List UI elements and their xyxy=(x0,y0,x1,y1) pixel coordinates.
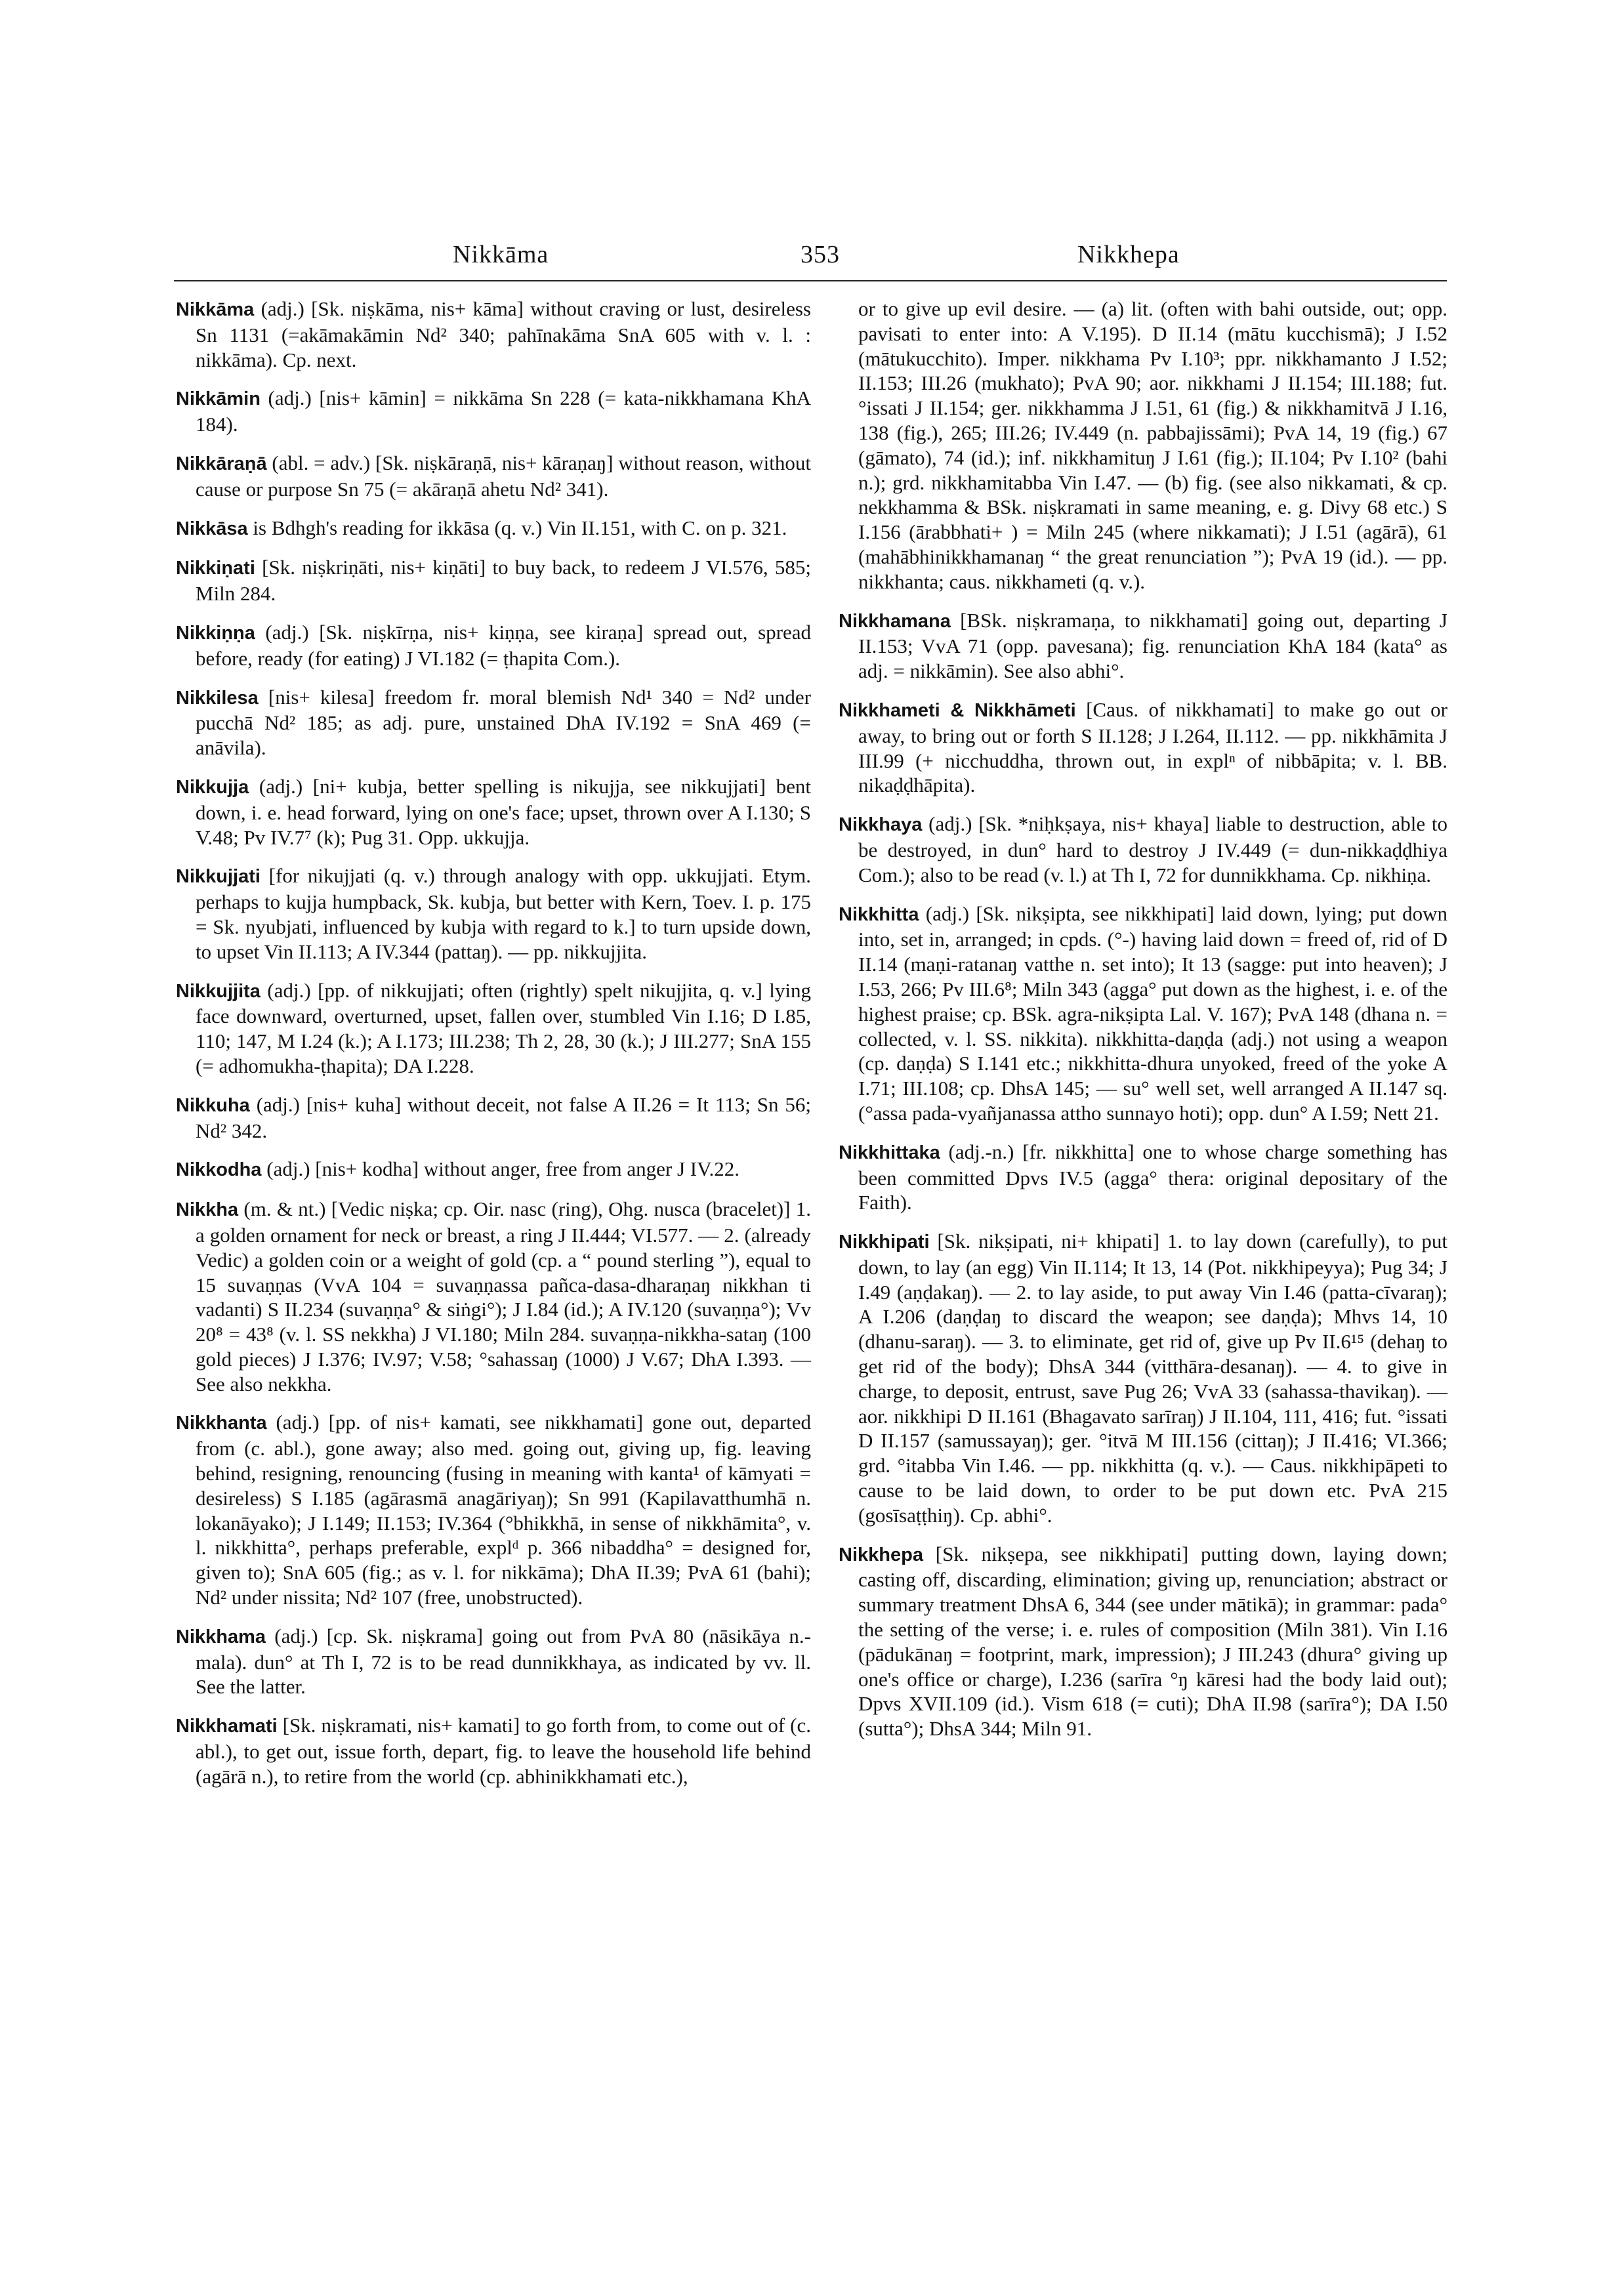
dictionary-entry xyxy=(839,812,1447,887)
left-column xyxy=(176,297,811,1803)
entry-definition: (adj.-n.) [fr. nikkhitta] one to whose charge something has been committed Dpvs IV.5 (agga° thera: original depositary of the Faith). xyxy=(858,1140,1447,1214)
dictionary-entry xyxy=(176,451,811,502)
entry-headword: Nikkodha xyxy=(176,1159,262,1181)
entry-definition: (m. & nt.) [Vedic niṣka; cp. Oir. nasc (ring), Ohg. nusca (bracelet)] 1. a golden ornament for neck or breast, a ring J II.444; VI.577. — 2. (already Vedic) a golden coin or a weight of gold (cp. a “ pound sterling ”), equal to 15 suvaṇṇas (VvA 104 = suvaṇṇassa pañca-dasa-dharaṇaŋ nikkhan ti vadanti) S II.234 (suvaṇṇa° & siṅgi°); J I.84 (id.); A IV.120 (suvaṇṇa°); Vv 20⁸ = 43⁸ (v. l. SS nekkha) J VI.180; Miln 284. suvaṇṇa-nikkha-sataŋ (100 gold pieces) J I.376; IV.97; V.58; °sahassaŋ (1000) J V.67; DhA I.393. — See also nekkha. xyxy=(196,1197,811,1396)
entry-headword: Nikkuha xyxy=(176,1094,250,1116)
entry-definition: (adj.) [nis+ kuha] without deceit, not false A II.26 = It 113; Sn 56; Nd² 342. xyxy=(196,1092,811,1142)
entry-headword: Nikkujja xyxy=(176,776,249,798)
dictionary-entry xyxy=(176,978,811,1079)
header-rule xyxy=(174,280,1447,281)
entry-definition: (adj.) [cp. Sk. niṣkrama] going out from PvA 80 (nāsikāya n.-mala). dun° at Th I, 72 is to be read dunnikkhaya, as indicated by vv. ll. See the latter. xyxy=(196,1624,811,1699)
entry-definition: [BSk. niṣkramaṇa, to nikkhamati] going out, departing J II.153; VvA 71 (opp. pavesana); fig. renunciation KhA 184 (kata° as adj. = nikkāmin). See also abhi°. xyxy=(858,608,1447,683)
entry-headword: Nikkhameti & Nikkhāmeti xyxy=(839,699,1076,721)
dictionary-entry xyxy=(176,1410,811,1609)
continued-entry: or to give up evil desire. — (a) lit. (often with bahi outside, out; opp. pavisati to enter into: A V.195). D II.14 (mātu kucchismā); J I.52 (mātukucchito). Imper. nikkhama Pv I.10³; ppr. nikkhamanto J I.52; II.153; III.26 (mukhato); PvA 90; aor. nikkhami J II.154; III.188; fut. °issati J II.154; ger. nikkhamma J I.51, 61 (fig.) & nikkhamitvā J I.16, 138 (fig.), 265; III.26; IV.449 (n. pabbajissāmi); PvA 14, 19 (fig.) 67 (gāmato), 74 (id.); inf. nikkhamituŋ J I.61 (fig.); II.104; Pv I.10² (bahi n.); grd. nikkhamitabba Vin I.47. — (b) fig. (see also nikkamati, & cp. nekkhamma & BSk. niṣkramati in same meaning, e. g. Divy 68 etc.) S I.156 (ārabbhati+ ) = Miln 245 (where nikkamati); J I.51 (agārā), 61 (mahābhinikkhamanaŋ “ the great renunciation ”); PvA 19 (id.). — pp. nikkhanta; caus. nikkhameti (q. v.). xyxy=(858,297,1447,593)
entry-headword: Nikkujjita xyxy=(176,980,260,1002)
dictionary-entry xyxy=(176,1092,811,1144)
dictionary-entry xyxy=(176,516,811,542)
dictionary-entry xyxy=(839,697,1447,798)
entry-headword: Nikkhepa xyxy=(839,1544,923,1565)
entry-definition: (adj.) [Sk. nikṣipta, see nikkhipati] laid down, lying; put down into, set in, arranged; in cpds. (°-) having laid down = freed of, rid of D II.14 (maṇi-ratanaŋ vatthe n. set into); It 13 (sagge: put into heaven); J I.53, 266; Pv III.6⁸; Miln 343 (agga° put down as the highest, i. e. of the highest praise; cp. BSk. agra-nikṣipta Lal. V. 167); PvA 148 (dhana n. = collected, v. l. SS. nikkita). nikkhitta-daṇḍa (adj.) not using a weapon (cp. daṇḍa) S I.141 etc.; nikkhitta-dhura unyoked, freed of the yoke A I.71; III.108; cp. DhsA 145; — su° well set, well arranged A II.147 sq. (°assa pada-vyañjanassa attho sunnayo hoti); opp. dun° A I.59; Nett 21. xyxy=(858,901,1447,1125)
dictionary-entry xyxy=(839,1140,1447,1215)
entry-definition: is Bdhgh's reading for ikkāsa (q. v.) Vin II.151, with C. on p. 321. xyxy=(247,516,787,539)
entry-headword: Nikkhipati xyxy=(839,1231,930,1253)
entry-headword: Nikkujjati xyxy=(176,866,260,888)
entry-headword: Nikkilesa xyxy=(176,687,259,709)
entry-definition: (adj.) [pp. of nikkujjati; often (rightly) spelt nikujjita, q. v.] lying face downward, overturned, upset, fallen over, stumbled Vin I.16; D I.85, 110; 147, M I.24 (k.); A I.173; III.238; Th 2, 28, 30 (k.); J III.277; SnA 155 (= adhomukha-ṭhapita); DA I.228. xyxy=(196,978,811,1077)
dictionary-entry xyxy=(176,774,811,850)
entry-headword: Nikkhamati xyxy=(176,1716,278,1737)
entry-definition: [Sk. niṣkriṇāti, nis+ kiṇāti] to buy back, to redeem J VI.576, 585; Miln 284. xyxy=(196,556,811,606)
entry-definition: (adj.) [Sk. *niḥkṣaya, nis+ khaya] liable to destruction, able to be destroyed, in dun° hard to destroy J IV.449 (= dun-nikkaḍḍhiya Com.); also to be read (v. l.) at Th I, 72 for dunnikkhama. Cp. nikhiṇa. xyxy=(858,812,1447,886)
dictionary-entry xyxy=(839,1229,1447,1528)
dictionary-entry xyxy=(176,555,811,606)
entry-headword: Nikkhittaka xyxy=(839,1142,940,1163)
dictionary-entry xyxy=(839,608,1447,684)
dictionary-entry xyxy=(839,901,1447,1126)
right-column xyxy=(839,297,1447,1755)
entry-headword: Nikkhanta xyxy=(176,1413,267,1434)
header-left-guideword: Nikkāma xyxy=(453,241,549,268)
dictionary-entry xyxy=(176,297,811,372)
dictionary-entry xyxy=(176,1624,811,1699)
entry-definition: (abl. = adv.) [Sk. niṣkāraṇā, nis+ kāraṇaŋ] without reason, without cause or purpose Sn 75 (= akāraṇā ahetu Nd² 341). xyxy=(196,451,811,501)
entry-definition: [Caus. of nikkhamati] to make go out or away, to bring out or forth S II.128; J I.264, II.112. — pp. nikkhāmita J III.99 (+ nicchuddha, thrown out, in explⁿ of nibbāpita; v. l. BB. nikaḍḍhāpita). xyxy=(858,697,1448,797)
entry-headword: Nikkiṇati xyxy=(176,558,255,579)
entry-headword: Nikkiṇṇa xyxy=(176,622,255,644)
dictionary-entry xyxy=(176,1197,811,1396)
entry-headword: Nikkāmin xyxy=(176,388,260,410)
entry-definition: (adj.) [pp. of nis+ kamati, see nikkhamati] gone out, departed from (c. abl.), gone away; also med. going out, giving up, fig. leaving behind, resigning, renouncing (fusing in meaning with kanta¹ of kāmyati = desireless) S I.185 (agārasmā anagāriyaŋ); Sn 991 (Kapilavatthumhā n. lokanāyako); J I.149; II.153; IV.364 (°bhikkhā, in sense of nikkhāmita°, v. l. nikkhitta°, perhaps preferable, explᵈ p. 366 nibaddha° = designed for, given to); SnA 605 (fig.; as v. l. for nikkāma); DhA II.39; PvA 61 (bahi); Nd² under nissita; Nd² 107 (free, unobstructed). xyxy=(196,1411,811,1609)
entry-definition: (adj.) [Sk. niṣkāma, nis+ kāma] without craving or lust, desireless Sn 1131 (=akāmakāmin Nd² 340; pahīnakāma SnA 605 with v. l. : nikkāma). Cp. next. xyxy=(196,297,811,371)
dictionary-entry xyxy=(176,863,811,964)
entry-headword: Nikkhamana xyxy=(839,610,951,632)
entry-definition: (adj.) [nis+ kodha] without anger, free from anger J IV.22. xyxy=(261,1157,739,1181)
dictionary-entry xyxy=(176,620,811,671)
entry-headword: Nikkāraṇā xyxy=(176,453,267,474)
entry-definition: [Sk. nikṣepa, see nikkhipati] putting down, laying down; casting off, discarding, elimination; giving up, renunciation; abstract or summary treatment DhsA 6, 344 (see under mātikā); in grammar: pada° the setting of the verse; i. e. rules of composition (Miln 381). Vin I.16 (pādukānaŋ = footprint, mark, impression); J III.243 (dhura° giving up one's office or charge), I.236 (sarīra °ŋ kāresi had the body laid out); Dpvs XVII.109 (id.). Vism 618 (= cuti); DhA II.98 (sarīra°); DA I.50 (sutta°); DhsA 344; Miln 91. xyxy=(858,1542,1447,1741)
entry-headword: Nikkhitta xyxy=(839,903,919,925)
page-number: 353 xyxy=(801,241,840,268)
entry-definition: [Sk. nikṣipati, ni+ khipati] 1. to lay down (carefully), to put down, to lay (an egg) Vin II.114; It 13, 14 (Pot. nikkhipeyya); Pug 34; J I.49 (aṇḍakaŋ). — 2. to lay aside, to put away Vin I.46 (patta-cīvaraŋ); A I.206 (daṇḍaŋ to discard the weapon; see daṇḍa); Mhvs 14, 10 (dhanu-saraŋ). — 3. to eliminate, get rid of, give up Pv II.6¹⁵ (dehaŋ to get rid of the body); DhsA 344 (vitthāra-desanaŋ). — 4. to give in charge, to deposit, entrust, save Pug 26; VvA 33 (sahassa-thavikaŋ). — aor. nikkhipi D II.161 (Bhagavato sarīraŋ) J II.104, 111, 416; fut. °issati D II.157 (samussayaŋ); ger. °itvā M III.156 (cittaŋ); J II.416; VI.366; grd. °itabba Vin I.46. — pp. nikkhitta (q. v.). — Caus. nikkhipāpeti to cause to be laid down, to order to be put down etc. PvA 215 (gosīsaṭṭhiŋ). Cp. abhi°. xyxy=(858,1230,1447,1527)
entry-definition: (adj.) [Sk. niṣkīrṇa, nis+ kiṇṇa, see kiraṇa] spread out, spread before, ready (for eating) J VI.182 (= ṭhapita Com.). xyxy=(196,620,811,670)
entry-definition: (adj.) [ni+ kubja, better spelling is nikujja, see nikkujjati] bent down, i. e. head forward, lying on one's face; upset, thrown over A I.130; S V.48; Pv IV.7⁷ (k); Pug 31. Opp. ukkujja. xyxy=(196,774,811,849)
dictionary-entry xyxy=(176,685,811,760)
entry-headword: Nikkhama xyxy=(176,1626,266,1647)
entry-headword: Nikkāma xyxy=(176,299,255,320)
entry-definition: (adj.) [nis+ kāmin] = nikkāma Sn 228 (= kata-nikkhamana KhA 184). xyxy=(196,386,811,436)
entry-definition: [nis+ kilesa] freedom fr. moral blemish Nd¹ 340 = Nd² under pucchā Nd² 185; as adj. pure, unstained DhA IV.192 = SnA 469 (= anāvila). xyxy=(196,685,811,760)
dictionary-entry xyxy=(839,1542,1447,1741)
entry-definition: [Sk. niṣkramati, nis+ kamati] to go forth from, to come out of (c. abl.), to get out, issue forth, depart, fig. to leave the household life behind (agārā n.), to retire from the world (cp. abhinikkhamati etc.), xyxy=(196,1714,811,1788)
dictionary-entry xyxy=(176,1713,811,1788)
entry-headword: Nikkāsa xyxy=(176,518,248,539)
dictionary-entry xyxy=(176,386,811,437)
entry-headword: Nikkha xyxy=(176,1199,239,1221)
entry-definition: [for nikujjati (q. v.) through analogy with opp. ukkujjati. Etym. perhaps to kujja humpback, Sk. kubja, but better with Kern, Toev. I. p. 175 = Sk. nyubjati, influenced by kubja with regard to k.] to turn upside down, to upset Vin II.113; A IV.344 (pattaŋ). — pp. nikkujjita. xyxy=(196,864,811,963)
dictionary-entry xyxy=(176,1157,811,1183)
entry-headword: Nikkhaya xyxy=(839,814,923,836)
header-right-guideword: Nikkhepa xyxy=(1077,241,1180,268)
